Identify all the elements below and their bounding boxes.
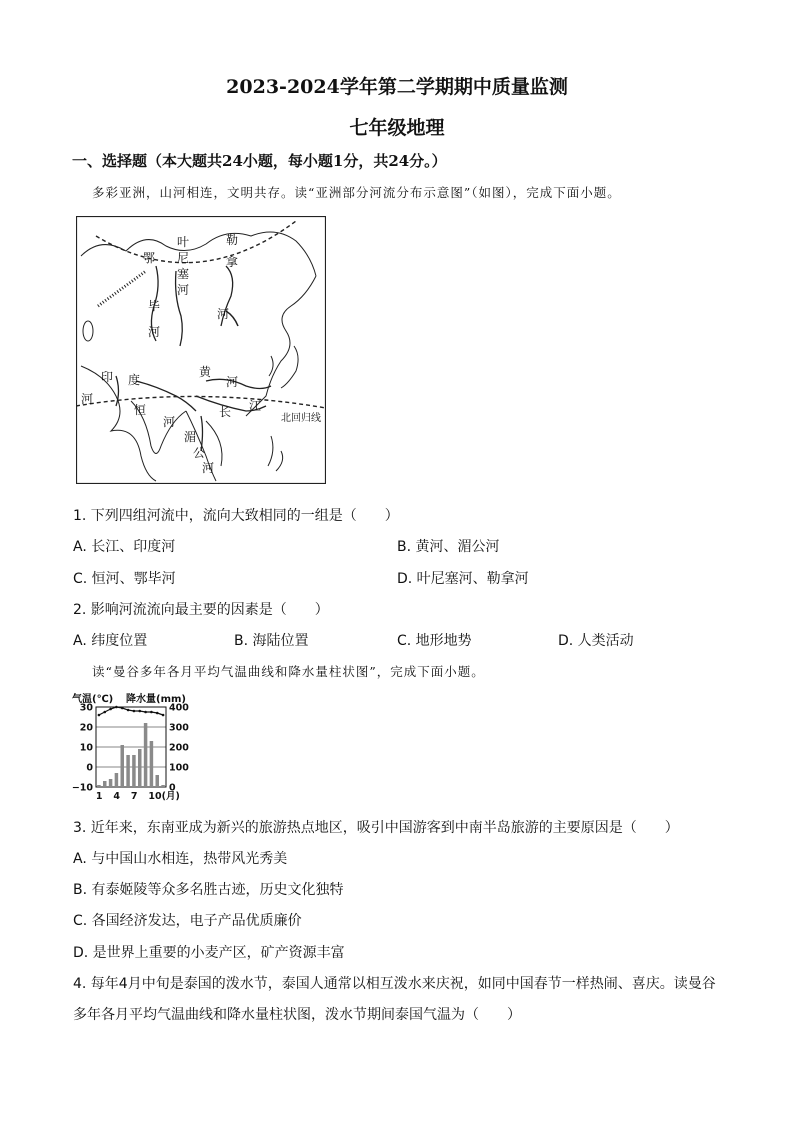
- q2-option-d[interactable]: D. 人类活动: [558, 633, 634, 649]
- q2-option-b[interactable]: B. 海陆位置: [234, 633, 309, 649]
- map-label: 毕: [148, 299, 161, 313]
- y-right-tick: 400: [169, 702, 189, 714]
- map-label: 鄂: [143, 251, 156, 265]
- page-subtitle: 七年级地理: [349, 117, 445, 139]
- temperature-point: [109, 708, 112, 711]
- temperature-point: [156, 712, 159, 715]
- precip-bar: [115, 773, 119, 787]
- page-title: 2023-2024学年第二学期期中质量监测: [226, 76, 568, 98]
- temperature-point: [133, 710, 136, 713]
- question-4-line1: 4. 每年4月中旬是泰国的泼水节，泰国人通常以相互泼水来庆祝，如同中国春节一样热闹、喜庆。读曼谷: [73, 976, 716, 992]
- map-label: 长: [219, 405, 232, 419]
- map-label: 河: [177, 283, 190, 297]
- question-1: 1. 下列四组河流中，流向大致相同的一组是（ ）: [73, 508, 399, 524]
- climate-intro: 读“曼谷多年各月平均气温曲线和降水量柱状图”，完成下面小题。: [92, 664, 485, 679]
- precip-bar: [121, 745, 125, 787]
- q3-option-c[interactable]: C. 各国经济发达，电子产品优质廉价: [73, 913, 302, 929]
- question-2: 2. 影响河流流向最主要的因素是（ ）: [73, 602, 329, 618]
- map-label: 叶: [177, 235, 190, 249]
- temperature-point: [103, 711, 106, 714]
- temperature-point: [150, 711, 153, 714]
- precip-bar: [144, 723, 148, 787]
- map-label: 勒: [226, 233, 239, 247]
- precip-bar: [150, 741, 154, 787]
- precip-bar: [161, 785, 165, 787]
- y-left-tick: 20: [79, 722, 93, 734]
- map-label: 河: [217, 307, 230, 321]
- map-label: 湄: [184, 430, 197, 444]
- bangkok-climate-chart: [70, 690, 195, 805]
- asia-rivers-map: [76, 216, 326, 484]
- q1-option-d[interactable]: D. 叶尼塞河、勒拿河: [397, 571, 529, 587]
- q3-option-a[interactable]: A. 与中国山水相连，热带风光秀美: [73, 851, 288, 867]
- x-tick: 7: [130, 791, 138, 802]
- y-right-label: 降水量(mm): [126, 694, 186, 705]
- x-tick: 10(月): [148, 791, 180, 802]
- temperature-point: [144, 711, 147, 714]
- y-right-tick: 300: [169, 722, 189, 734]
- q2-option-a[interactable]: A. 纬度位置: [73, 633, 148, 649]
- precip-bar: [109, 779, 113, 787]
- map-label: 塞: [177, 267, 190, 281]
- q1-option-a[interactable]: A. 长江、印度河: [73, 539, 176, 555]
- map-label: 尼: [177, 251, 190, 265]
- y-left-tick: −10: [71, 782, 93, 794]
- q3-option-d[interactable]: D. 是世界上重要的小麦产区，矿产资源丰富: [73, 945, 345, 961]
- map-label: 河: [202, 461, 215, 475]
- map-label: 河: [163, 415, 176, 429]
- q1-option-c[interactable]: C. 恒河、鄂毕河: [73, 571, 176, 587]
- map-label: 河: [226, 375, 239, 389]
- y-left-tick: 30: [79, 702, 93, 714]
- question-4-line2: 多年各月平均气温曲线和降水量柱状图，泼水节期间泰国气温为（ ）: [73, 1007, 521, 1023]
- precip-bar: [126, 755, 130, 787]
- q1-option-b[interactable]: B. 黄河、湄公河: [397, 539, 500, 555]
- y-right-tick: 0: [169, 782, 176, 794]
- precip-bar: [97, 785, 101, 787]
- map-label: 河: [81, 392, 94, 406]
- map-label: 度: [128, 373, 141, 387]
- temperature-point: [138, 710, 141, 713]
- precip-bar: [103, 781, 107, 787]
- section-intro: 多彩亚洲，山河相连，文明共存。读“亚洲部分河流分布示意图”（如图），完成下面小题。: [92, 185, 621, 200]
- precip-bar: [156, 775, 160, 787]
- map-label: 河: [148, 325, 161, 339]
- map-label: 江: [249, 399, 262, 413]
- map-label: 黄: [199, 365, 212, 379]
- temperature-point: [115, 706, 118, 709]
- precip-bar: [132, 755, 136, 787]
- map-label: 印: [101, 370, 114, 384]
- y-right-tick: 100: [169, 762, 189, 774]
- map-label: 恒: [134, 403, 147, 417]
- temperature-point: [162, 714, 165, 717]
- temperature-point: [127, 709, 130, 712]
- y-left-label: 气温(℃): [72, 694, 114, 705]
- question-3: 3. 近年来，东南亚成为新兴的旅游热点地区，吸引中国游客到中南半岛旅游的主要原因是（ ）: [73, 820, 679, 836]
- y-left-tick: 0: [86, 762, 93, 774]
- x-tick: 4: [113, 791, 121, 802]
- temperature-point: [121, 707, 124, 710]
- q3-option-b[interactable]: B. 有泰姬陵等众多名胜古迹，历史文化独特: [73, 882, 344, 898]
- map-label: 拿: [226, 255, 239, 269]
- precip-bar: [138, 749, 142, 787]
- q2-option-c[interactable]: C. 地形地势: [397, 633, 472, 649]
- map-label: 公: [193, 446, 206, 460]
- x-tick: 1: [95, 791, 103, 802]
- temperature-point: [98, 714, 101, 717]
- y-right-tick: 200: [169, 742, 189, 754]
- tropic-label: 北回归线: [281, 413, 321, 424]
- section-heading: 一、选择题（本大题共24小题，每小题1分，共24分。）: [72, 152, 447, 170]
- y-left-tick: 10: [79, 742, 93, 754]
